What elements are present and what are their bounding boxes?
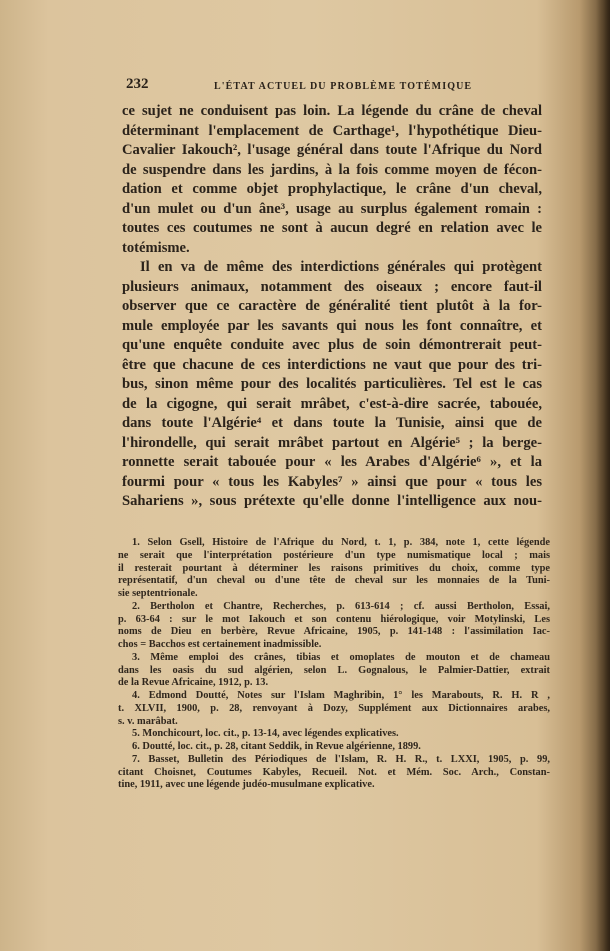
- text-line: dation et comme objet prophylactique, le crâne d'un cheval,: [122, 181, 542, 197]
- footnote-line: sie septentrionale.: [118, 588, 198, 599]
- footnote-line: citant Choisnet, Coutumes Kabyles, Recueil. Not. et Mém. Soc. Arch., Constan-: [118, 766, 550, 778]
- text-line: bus, sinon même pour des localités particulières. Tel est le cas: [122, 376, 542, 392]
- footnote-line: représentatif, d'un cheval ou d'une tête de cheval sur les monnaies de la Tuni-: [118, 575, 550, 587]
- text-line: déterminant l'emplacement de Carthage¹, l'hypothétique Dieu-: [122, 122, 542, 139]
- footnote-line: tine, 1911, avec une légende judéo-musulmane explicative.: [118, 779, 375, 791]
- footnote-line: 1. Selon Gsell, Histoire de l'Afrique du Nord, t. 1, p. 384, note 1, cette légende: [132, 537, 550, 548]
- text-line: observer que ce caractère de généralité tient plutôt à la for-: [122, 298, 542, 314]
- text-line: fourmi pour « tous les Kabyles⁷ » ainsi que pour « tous les: [122, 473, 542, 490]
- page-number: 232: [126, 76, 149, 92]
- text-line: qu'une enquête conduite avec plus de soin démontrerait peut-: [122, 337, 542, 353]
- footnotes: [118, 537, 550, 792]
- footnote-line: dans les oasis du sud algérien, selon L. Gognalous, le Palmier-Dattier, extrait: [118, 664, 550, 676]
- text-line: toutes ces coutumes ne sont à aucun degré en relation avec le: [122, 220, 542, 236]
- footnote-line: t. XLVII, 1900, p. 28, renvoyant à Dozy, Supplément aux Dictionnaires arabes,: [118, 702, 550, 714]
- footnote-line: 3. Même emploi des crânes, tibias et omoplates de mouton et de chameau: [132, 651, 550, 663]
- footnote-line: 2. Bertholon et Chantre, Recherches, p. 613-614 ; cf. aussi Bertholon, Essai,: [132, 600, 550, 612]
- text-line: Cavalier Iakouch², l'usage général dans toute l'Afrique du Nord: [122, 142, 542, 158]
- text-line: plusieurs animaux, notamment des oiseaux ; encore faut-il: [122, 278, 542, 295]
- footnote-line: p. 63-64 : sur le mot Iakouch et son contenu hiérologique, voir Motylinski, Les: [118, 613, 550, 625]
- footnote-line: 6. Doutté, loc. cit., p. 28, citant Seddik, in Revue algérienne, 1899.: [132, 741, 421, 752]
- footnote-line: s. v. marâbat.: [118, 715, 178, 727]
- text-line: Il en va de même des interdictions générales qui protègent: [140, 259, 542, 275]
- text-line: de suspendre dans les jardins, à la fois comme moyen de fécon-: [122, 161, 542, 178]
- text-line: l'hirondelle, qui serait mrâbet partout en Algérie⁵ ; la berge-: [122, 434, 542, 451]
- text-line: de la cigogne, qui serait mrâbet, c'est-à-dire sacrée, tabouée,: [122, 395, 542, 412]
- footnote-line: 4. Edmond Doutté, Notes sur l'Islam Maghribin, 1° les Marabouts, R. H. R ,: [132, 690, 550, 701]
- text-line: Sahariens », sous prétexte qu'elle donne l'intelligence aux nou-: [122, 493, 542, 509]
- text-line: d'un mulet ou d'un âne³, usage au surplus également romain :: [122, 200, 542, 217]
- text-line: ce sujet ne conduisent pas loin. La légende du crâne de cheval: [122, 103, 542, 119]
- page-header: [126, 76, 542, 96]
- footnote-line: 7. Basset, Bulletin des Périodiques de l'Islam, R. H. R., t. LXXI, 1905, p. 99,: [132, 753, 550, 765]
- footnote-line: il resterait pourtant à déterminer les raisons primitives du choix, comme type: [118, 562, 550, 574]
- footnote-line: de la Revue Africaine, 1912, p. 13.: [118, 677, 269, 689]
- text-line: dans toute l'Algérie⁴ et dans toute la Tunisie, ainsi que de: [122, 415, 542, 431]
- text-line: mule employée par les savants qui nous les font connaître, et: [122, 317, 542, 334]
- body-text: [122, 102, 542, 512]
- text-line: être que chacune de ces interdictions ne vaut que pour des tri-: [122, 356, 542, 373]
- footnote-line: ne serait que l'interprétation postérieure d'un type numismatique local ; mais: [118, 549, 550, 561]
- text-line: totémisme.: [122, 239, 190, 256]
- page-edge-shadow: [596, 0, 610, 951]
- text-line: ronnette serait tabouée pour « les Arabes d'Algérie⁶ », et la: [122, 454, 542, 470]
- footnote-line: 5. Monchicourt, loc. cit., p. 13-14, avec légendes explicatives.: [132, 728, 399, 740]
- footnote-line: noms de Dieu en berbère, Revue Africaine, 1905, p. 141-148 : l'assimilation Iac-: [118, 626, 550, 638]
- running-title: L'ÉTAT ACTUEL DU PROBLÈME TOTÉMIQUE: [214, 81, 473, 92]
- footnote-line: chos = Bacchos est certainement inadmissible.: [118, 639, 322, 650]
